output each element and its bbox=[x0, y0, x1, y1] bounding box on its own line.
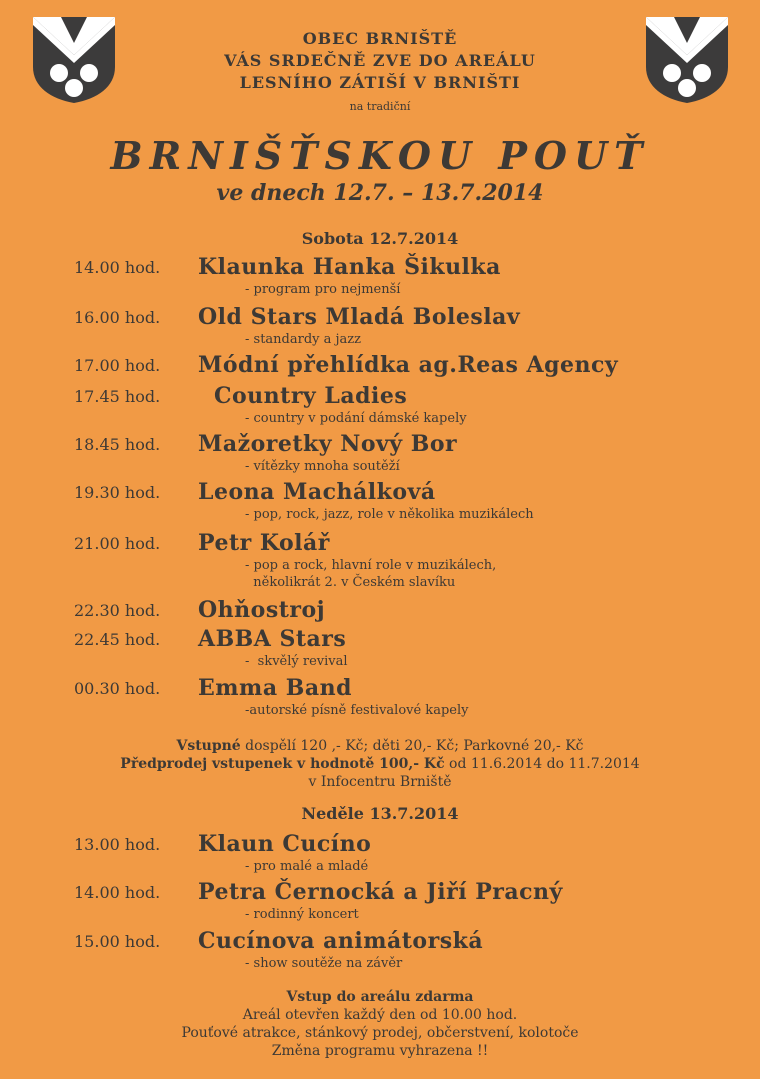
program-performer: Country Ladies bbox=[214, 383, 408, 409]
program-performer: Ohňostroj bbox=[198, 597, 326, 623]
program-description: - program pro nejmenší bbox=[245, 282, 401, 297]
program-description: - skvělý revival bbox=[245, 654, 348, 669]
program-description: - pop, rock, jazz, role v několika muzikálech bbox=[245, 507, 534, 522]
header-line-4: na tradiční bbox=[349, 100, 411, 113]
program-time: 15.00 hod. bbox=[74, 932, 161, 951]
header-line-2: VÁS SRDEČNĚ ZVE DO AREÁLU bbox=[224, 51, 536, 70]
program-time: 17.45 hod. bbox=[74, 387, 161, 406]
program-performer: Mažoretky Nový Bor bbox=[198, 431, 458, 457]
program-time: 22.45 hod. bbox=[74, 630, 161, 649]
program-time: 22.30 hod. bbox=[74, 601, 161, 620]
header-line-1: OBEC BRNIŠTĚ bbox=[302, 29, 458, 48]
presale-label: Předprodej vstupenek v hodnotě 100,- Kč bbox=[120, 756, 445, 772]
event-title: BRNIŠŤSKOU POUŤ bbox=[110, 133, 650, 178]
program-time: 13.00 hod. bbox=[74, 835, 161, 854]
program-performer: Old Stars Mladá Boleslav bbox=[198, 304, 521, 330]
program-description: - vítězky mnoha soutěží bbox=[245, 459, 400, 474]
presale-location: v Infocentru Brniště bbox=[308, 774, 452, 790]
opening-hours: Areál otevřen každý den od 10.00 hod. bbox=[242, 1007, 518, 1023]
program-time: 14.00 hod. bbox=[74, 883, 161, 902]
program-description: - standardy a jazz bbox=[245, 332, 361, 347]
program-description: - country v podání dámské kapely bbox=[245, 411, 467, 426]
program-time: 17.00 hod. bbox=[74, 356, 161, 375]
program-performer: Leona Machálková bbox=[198, 479, 436, 505]
admission-label: Vstupné bbox=[176, 738, 241, 754]
header-line-3: LESNÍHO ZÁTIŠÍ V BRNIŠTI bbox=[239, 73, 521, 92]
program-performer: Klaun Cucíno bbox=[198, 831, 372, 857]
program-change-note: Změna programu vyhrazena !! bbox=[271, 1043, 489, 1059]
program-time: 21.00 hod. bbox=[74, 534, 161, 553]
program-performer: Cucínova animátorská bbox=[198, 928, 484, 954]
free-entry: Vstup do areálu zdarma bbox=[286, 989, 474, 1005]
program-description: několikrát 2. v Českém slavíku bbox=[245, 575, 456, 590]
invitation-header bbox=[0, 28, 760, 113]
saturday-heading: Sobota 12.7.2014 bbox=[301, 229, 459, 248]
sunday-heading: Neděle 13.7.2014 bbox=[301, 804, 459, 823]
program-time: 16.00 hod. bbox=[74, 308, 161, 327]
program-performer: Petra Černocká a Jiří Pracný bbox=[198, 879, 563, 905]
program-time: 14.00 hod. bbox=[74, 258, 161, 277]
admission-info bbox=[0, 737, 760, 791]
program-description: - show soutěže na závěr bbox=[245, 956, 403, 971]
program-performer: Módní přehlídka ag.Reas Agency bbox=[198, 352, 619, 378]
program-description: - rodinný koncert bbox=[245, 907, 359, 922]
program-time: 19.30 hod. bbox=[74, 483, 161, 502]
program-time: 00.30 hod. bbox=[74, 679, 161, 698]
program-description: - pro malé a mladé bbox=[245, 859, 369, 874]
program-description: -autorské písně festivalové kapely bbox=[245, 703, 469, 718]
program-time: 18.45 hod. bbox=[74, 435, 161, 454]
program-performer: Petr Kolář bbox=[198, 530, 330, 556]
program-performer: ABBA Stars bbox=[198, 626, 347, 652]
admission-prices: dospělí 120 ,- Kč; děti 20,- Kč; Parkovné 20,- Kč bbox=[240, 738, 584, 754]
program-description: - pop a rock, hlavní role v muzikálech, bbox=[245, 558, 497, 573]
program-performer: Klaunka Hanka Šikulka bbox=[198, 254, 501, 280]
footer-info bbox=[0, 988, 760, 1060]
program-performer: Emma Band bbox=[198, 675, 352, 701]
attractions: Pouťové atrakce, stánkový prodej, občerstvení, kolotoče bbox=[181, 1025, 579, 1041]
event-dates: ve dnech 12.7. – 13.7.2014 bbox=[216, 180, 544, 206]
presale-dates: od 11.6.2014 do 11.7.2014 bbox=[444, 756, 640, 772]
